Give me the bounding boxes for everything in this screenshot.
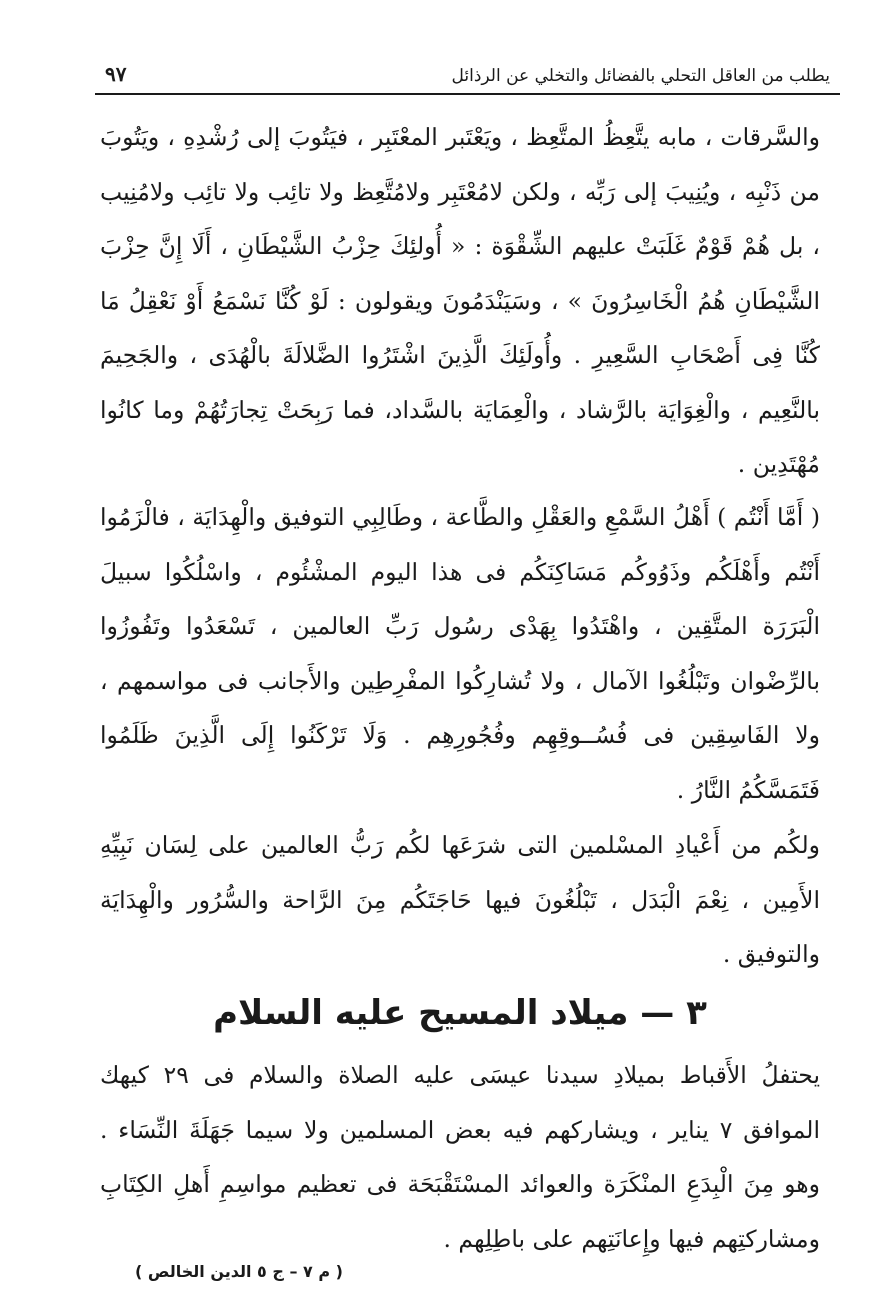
paragraph-2 bbox=[100, 490, 820, 817]
footer-signature: ( م ٧ – ج ٥ الدين الخالص ) bbox=[135, 1262, 343, 1281]
header-rule bbox=[95, 93, 840, 95]
paragraph-3 bbox=[100, 818, 820, 982]
running-head bbox=[95, 52, 840, 90]
paragraph-text: ولكُم من أَعْيادِ المسْلمين التى شرَعَها لكُم رَبُّ العالمين على لِسَان نَبِيِّهِ الأَمِين ، نِعْمَ الْبَدَل ، تَبْلُغُونَ فيها حَاجَتَكُم مِنَ الرَّاحة والسُّرُور والْهِدَايَة والتوفيق . bbox=[100, 831, 820, 968]
paragraph-text: والسَّرقات ، مابه يتَّعِظُ المتَّعِظ ، ويَعْتَبر المعْتَبِر ، فيَتُوبَ إلى رُشْدِهِ ، ويَتُوبَ من ذَنْبِه ، ويُنِيبَ إلى رَبِّه ، ولكن لامُعْتَبِر ولامُتَّعِظ ولا تائِب ولا تائِب ولامُنِيب ، بل هُمْ قَوْمٌ غَلَبَتْ عليهم الشِّقْوَة : « أُولئِكَ حِزْبُ الشَّيْطَانِ ، أَلَا إِنَّ حِزْبَ الشَّيْطَانِ هُمُ الْخَاسِرُونَ » ، وسَيَنْدَمُونَ ويقولون : لَوْ كُنَّا نَسْمَعُ أَوْ نَعْقِلُ مَا كُنَّا فِى أَصْحَابِ السَّعِيرِ . وأُولَئِكَ الَّذِينَ اشْتَرُوا الضَّلالَةَ بالْهُدَى ، والجَحِيمَ بالنَّعِيم ، والْغِوَايَة بالرَّشاد ، والْعِمَايَة بالسَّداد، فما رَبِحَتْ تِجارَتُهُمْ وما كانُوا مُهْتَدِين . bbox=[100, 123, 820, 478]
paragraph-4 bbox=[100, 1048, 820, 1266]
paragraph-1 bbox=[100, 110, 820, 492]
section-heading: ٣ — ميلاد المسيح عليه السلام bbox=[213, 993, 707, 1033]
page-number: ٩٧ bbox=[105, 62, 127, 86]
paragraph-text: يحتفلُ الأَقباط بميلادِ سيدنا عيسَى عليه الصلاة والسلام فى ٢٩ كيهك الموافق ٧ يناير ، ويشاركهم فيه بعض المسلمين ولا سيما جَهَلَةَ النِّسَاء . وهو مِنَ الْبِدَعِ المنْكَرَة والعوائد المسْتَقْبَحَة فى تعظيم مواسِمِ أَهلِ الكِتَابِ ومشاركتِهم فيها وإِعانَتِهم على باطِلِهم . bbox=[100, 1061, 820, 1253]
running-title: يطلب من العاقل التحلي بالفضائل والتخلي عن الرذائل bbox=[451, 66, 830, 86]
paragraph-text: ( أَمَّا أَنْتُم ) أَهْلُ السَّمْعِ والعَقْلِ والطَّاعة ، وطَالِبِي التوفيق والْهِدَايَة ، فالْزَمُوا أَنْتُم وأَهْلَكُم وذَوُوكُم مَسَاكِنَكُم فى هذا اليوم المشْئُوم ، واسْلُكُوا سبيلَ الْبَرَرَة المتَّقِين ، واهْتَدُوا بِهَدْى رسُول رَبِّ العالمين ، تَسْعَدُوا وتَفُوزُوا بالرِّضْوان وتَبْلُغُوا الآمال ، ولا تُشارِكُوا المفْرِطِين والأَجانب فى مواسمهم ، ولا الفَاسِقِين فى فُسُــوقِهِم وفُجُورِهِم . وَلَا تَرْكَنُوا إِلَى الَّذِينَ ظَلَمُوا فَتَمَسَّكُمُ النَّارُ . bbox=[100, 503, 820, 804]
